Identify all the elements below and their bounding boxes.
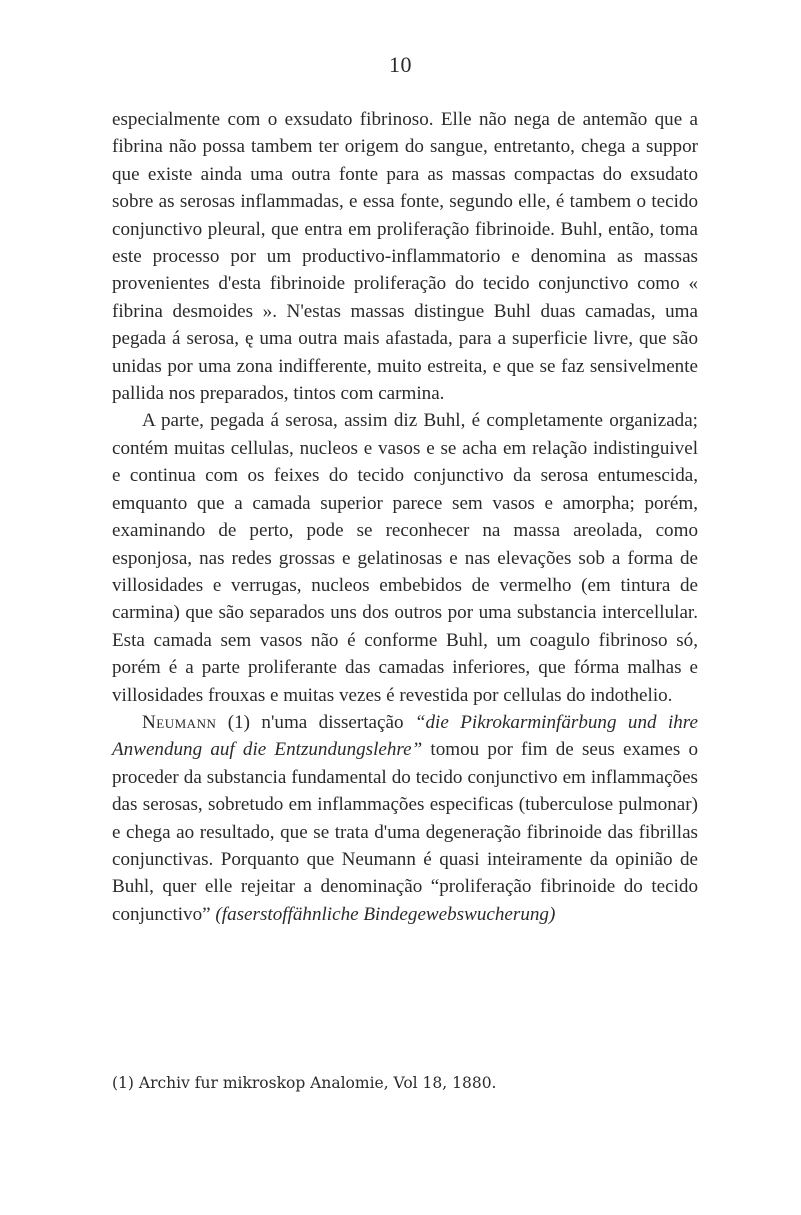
paragraph-1: especialmente com o exsudato fibrinoso. Elle não nega de antemão que a fibrina não possa tambem ter origem do sangue, entretanto, chega a suppor que existe ainda uma outra fonte para as massas compactas do exsudato sobre as serosas inflammadas, e essa fonte, segundo elle, é tambem o tecido conjunctivo pleural, que entra em proliferação fibrinoide. Buhl, então, toma este processo por um productivo-inflammatorio e denomina as massas provenientes d'esta fibrinoide proliferação do tecido conjunctivo como « fibrina desmoides ». N'estas massas distingue Buhl duas camadas, uma pegada á serosa, ę uma outra mais afastada, para a superficie livre, que são unidas por uma zona indifferente, muito estreita, e que se faz sensivelmente pallida nos preparados, tintos com carmina. <box>112 109 698 405</box>
paragraph-2: A parte, pegada á serosa, assim diz Buhl, é completamente organizada; contém muitas cellulas, nucleos e vasos e se acha em relação indistinguivel e continua com os feixes do tecido conjunctivo da serosa entumescida, emquanto que a camada superior parece sem vasos e amorpha; porém, examinando de perto, pode se reconhecer na massa areolada, como esponjosa, nas redes grossas e gelatinosas e nas elevações sob a forma de villosidades e verrugas, nucleos embebidos de vermelho (em tintura de carmina) que são separados uns dos outros por uma substancia intercellular. Esta camada sem vasos não é conforme Buhl, um coagulo fibrinoso só, porém é a parte proliferante das camadas inferiores, que fórma malhas e villosidades frouxas e muitas vezes é revestida por cellulas do indothelio. <box>112 410 698 706</box>
paragraph-3-intro: (1) n'uma dissertação <box>216 711 415 733</box>
paragraph-3 <box>112 709 698 928</box>
paragraph-3-body: tomou por fim de seus exames o proceder da substancia fundamental do tecido conjunctivo em inflammações das serosas, sobretudo em inflammações especificas (tuberculose pulmonar) e chega ao resultado, que se trata d'uma degeneração fibrinoide das fibrillas conjunctivas. Porquanto que Neumann é quasi inteiramente da opinião de Buhl, quer elle rejeitar a denominação “proliferação fibrinoide do tecido conjunctivo” <box>112 739 698 925</box>
author-name: Neumann <box>142 711 217 733</box>
dissertation-title: “die Pikrokarminfärbung und ihre Anwendung auf die Entzundungslehre” <box>112 711 698 761</box>
body-text <box>112 106 698 928</box>
german-term: (faserstoffähnliche Bindegewebswucherung) <box>215 903 556 925</box>
footnote: (1) Archiv fur mikroskop Analomie, Vol 18, 1880. <box>112 1074 497 1092</box>
page-number: 10 <box>389 52 412 77</box>
